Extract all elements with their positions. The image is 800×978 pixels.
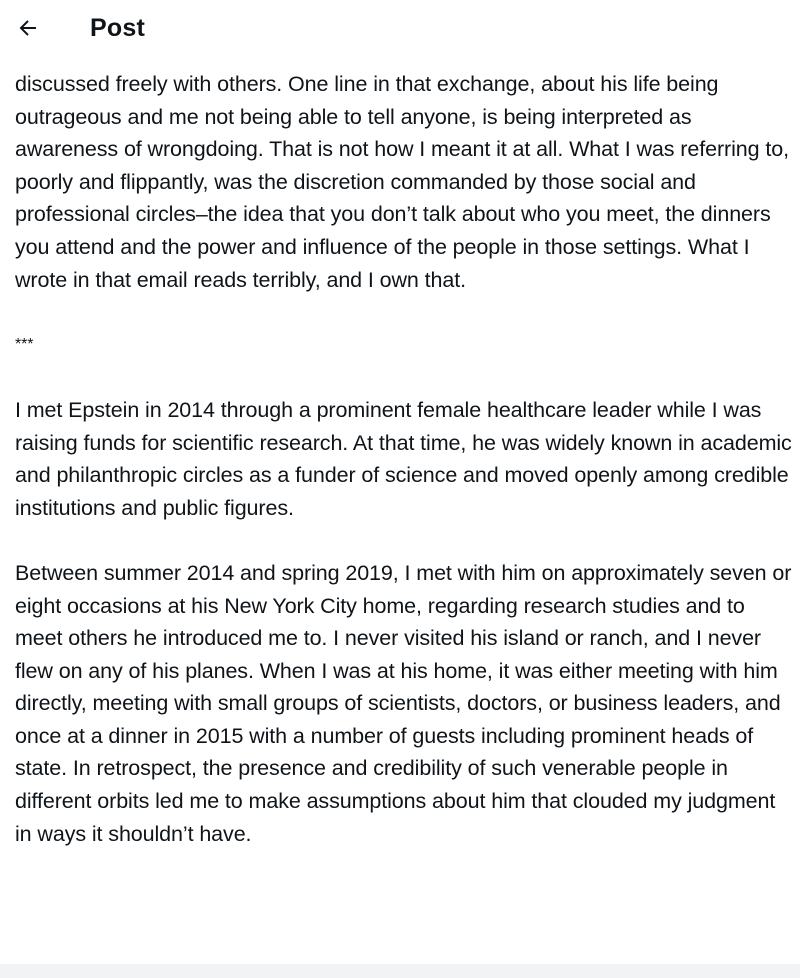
back-button[interactable] bbox=[8, 8, 48, 48]
post-paragraph: I met Epstein in 2014 through a prominent female healthcare leader while I was raising funds for scientific research. At that time, he was widely known in academic and philanthropic circles as a funder of science and moved openly among credible institutions and public figures. bbox=[15, 397, 792, 520]
post-paragraph: Between summer 2014 and spring 2019, I met with him on approximately seven or eight occasions at his New York City home, regarding research studies and to meet others he introduced me to. I never visited his island or ranch, and I never flew on any of his planes. When I was at his home, it was either meeting with him directly, meeting with small groups of scientists, doctors, or business leaders, and once at a dinner in 2015 with a number of guests including prominent heads of state. In retrospect, the presence and credibility of such venerable people in different orbits led me to make assumptions about him that clouded my judgment in ways it shouldn’t have. bbox=[15, 560, 792, 846]
arrow-left-icon bbox=[16, 16, 40, 40]
post-header bbox=[0, 0, 800, 56]
page-title: Post bbox=[90, 13, 145, 42]
post-body bbox=[15, 68, 795, 883]
post-paragraph: discussed freely with others. One line in that exchange, about his life being outrageous and me not being able to tell anyone, is being interpreted as awareness of wrongdoing. That is not how I meant it at all. What I was referring to, poorly and flippantly, was the discretion commanded by those social and professional circles–the idea that you don’t talk about who you meet, the dinners you attend and the power and influence of the people in those settings. What I wrote in that email reads terribly, and I own that. bbox=[15, 72, 789, 292]
bottom-bar bbox=[0, 964, 800, 978]
section-separator: *** bbox=[15, 335, 34, 353]
